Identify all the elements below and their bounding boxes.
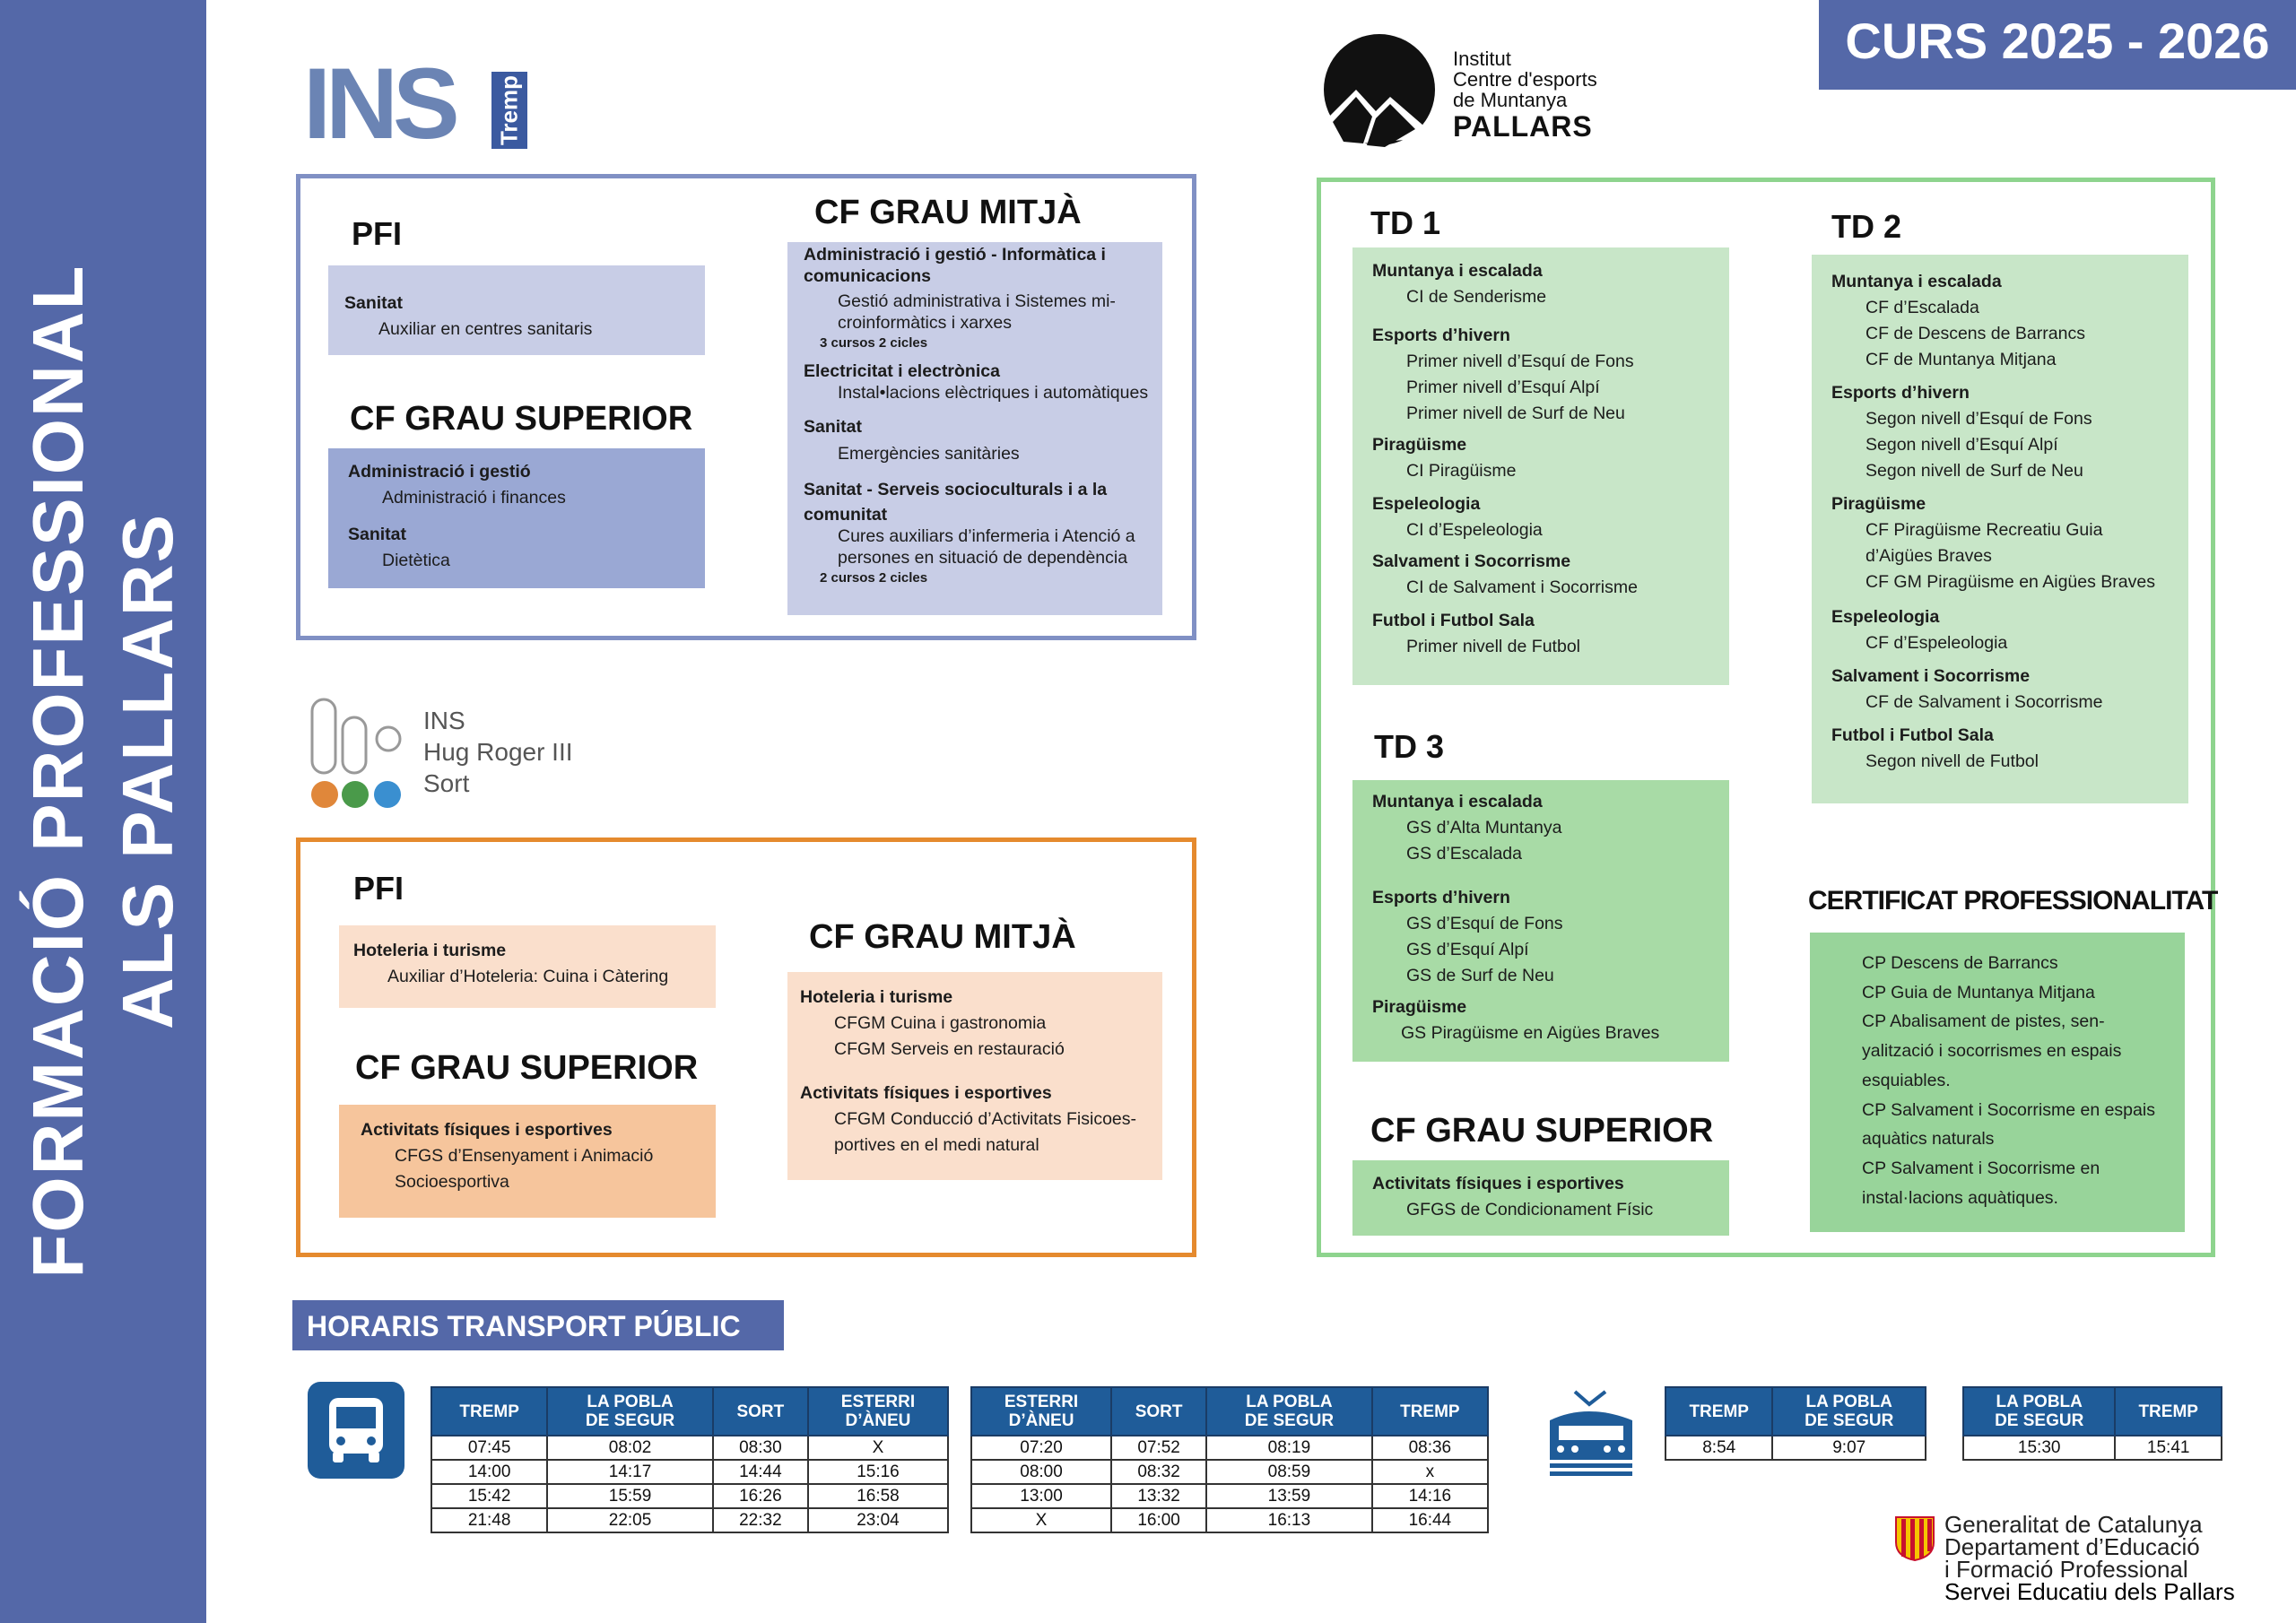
sort-mitja-cat2: Activitats físiques i esportives — [800, 1083, 1052, 1103]
td1-box — [1352, 247, 1729, 685]
timetable-header-line: TREMP — [1400, 1402, 1460, 1421]
td1-cat4: Espeleologia — [1372, 494, 1481, 514]
sort-superior-item2: Socioesportiva — [395, 1172, 509, 1192]
timetable-header-line: LA POBLA — [1805, 1393, 1892, 1411]
sort-pfi-title: PFI — [353, 870, 404, 907]
hug-logo-line3: Sort — [423, 769, 470, 797]
ins-tremp-logo-side: Tremp — [495, 74, 523, 146]
td2-item: CF de Salvament i Socorrisme — [1866, 692, 2103, 712]
hug-roger-logo-text — [423, 705, 573, 799]
timetable-header-line: TREMP — [459, 1402, 519, 1421]
bus-back-table — [970, 1386, 1489, 1533]
td1-item: CI d’Espeleologia — [1406, 520, 1543, 540]
timetable-cell: 08:36 — [1372, 1436, 1488, 1460]
td2-cat2: Esports d’hivern — [1831, 383, 1970, 403]
timetable-row — [971, 1508, 1488, 1532]
sidebar-title — [13, 265, 193, 1279]
timetable-header-line: DE SEGUR — [1244, 1411, 1335, 1430]
sort-mitja-item2a: CFGM Conducció d’Activitats Fisicoes- — [834, 1109, 1137, 1129]
train-out-table — [1665, 1386, 1926, 1461]
hug-logo-line1: INS — [423, 707, 465, 734]
timetable-cell: 14:17 — [547, 1460, 713, 1484]
td2-box — [1812, 255, 2188, 803]
timetable-header-line: LA POBLA — [1246, 1393, 1333, 1411]
sort-superior-title: CF GRAU SUPERIOR — [355, 1049, 699, 1087]
certificat-line: aquàtics naturals — [1862, 1129, 1995, 1150]
timetable-cell: 15:41 — [2115, 1436, 2222, 1460]
timetable-cell: 8:54 — [1665, 1436, 1772, 1460]
certificat-line: instal·lacions aquàtiques. — [1862, 1187, 2058, 1208]
tremp-mitja-item4a: Cures auxiliars d’infermeria i Atenció a — [838, 526, 1135, 546]
td3-cat3: Piragüisme — [1372, 997, 1467, 1017]
td2-cat6: Futbol i Futbol Sala — [1831, 725, 1994, 745]
td2-cat4: Espeleologia — [1831, 607, 1940, 627]
mountain-logo-icon — [1322, 32, 1439, 149]
tremp-superior-item1: Administració i finances — [382, 488, 566, 508]
sidebar-title-line1: FORMACIÓ PROFESSIONAL — [18, 264, 98, 1279]
td3-box — [1352, 780, 1729, 1062]
sort-pfi-box — [339, 925, 716, 1008]
td2-item: d’Aigües Braves — [1866, 546, 1992, 566]
td1-cat2: Esports d’hivern — [1372, 325, 1510, 345]
timetable-header — [1963, 1387, 2115, 1436]
timetable-cell: x — [1372, 1460, 1488, 1484]
certificat-title: CERTIFICAT PROFESSIONALITAT — [1808, 886, 2218, 916]
td2-item: Segon nivell de Surf de Neu — [1866, 461, 2083, 481]
certificat-line: yalització i socorrismes en espais — [1862, 1041, 2122, 1062]
tremp-mitja-item2: Instal•lacions elèctriques i automàtiques — [838, 383, 1149, 403]
timetable-header-line: TREMP — [2138, 1402, 2198, 1421]
tremp-mitja-cat4b: comunitat — [804, 505, 888, 525]
timetable-cell: 08:00 — [971, 1460, 1111, 1484]
timetable-header-line: LA POBLA — [587, 1393, 674, 1411]
td1-item: Primer nivell d’Esquí Alpí — [1406, 378, 1600, 397]
timetable-cell: 13:00 — [971, 1484, 1111, 1508]
course-banner: CURS 2025 - 2026 — [1819, 0, 2296, 90]
hug-logo-line2: Hug Roger III — [423, 738, 573, 766]
timetable-header-line: SORT — [1135, 1402, 1183, 1421]
senyera-icon — [1894, 1515, 1935, 1562]
timetable-header-line: TREMP — [1689, 1402, 1749, 1421]
timetable-cell: 22:05 — [547, 1508, 713, 1532]
timetable-row — [1963, 1436, 2222, 1460]
sort-mitja-cat1: Hoteleria i turisme — [800, 987, 953, 1007]
ins-tremp-logo-tag — [491, 72, 527, 149]
td3-title: TD 3 — [1374, 728, 1445, 765]
generalitat-text — [1944, 1511, 2235, 1605]
tremp-mitja-cat1a: Administració i gestió - Informàtica i — [804, 245, 1106, 265]
tremp-mitja-cat1b: comunicacions — [804, 266, 931, 286]
bus-out-table — [430, 1386, 949, 1533]
timetable-header-line: ESTERRI — [1004, 1393, 1079, 1411]
timetable-cell: 07:20 — [971, 1436, 1111, 1460]
td2-item: Segon nivell d’Esquí Alpí — [1866, 435, 2058, 455]
hug-roger-logo — [305, 696, 574, 812]
sort-mitja-title: CF GRAU MITJÀ — [809, 918, 1076, 956]
timetable-header — [2115, 1387, 2222, 1436]
td3-item: GS d’Escalada — [1406, 844, 1522, 864]
timetable-cell: 08:59 — [1206, 1460, 1372, 1484]
timetable-header — [431, 1387, 547, 1436]
timetable-header-line: D’ÀNEU — [1008, 1411, 1074, 1430]
timetable-cell: 13:59 — [1206, 1484, 1372, 1508]
td2-item: CF de Muntanya Mitjana — [1866, 350, 2057, 369]
td2-item: CF d’Escalada — [1866, 298, 1979, 317]
timetable-row — [971, 1484, 1488, 1508]
td1-title: TD 1 — [1370, 204, 1441, 241]
tremp-mitja-cat4a: Sanitat - Serveis socioculturals i a la — [804, 480, 1108, 499]
td3-cat2: Esports d’hivern — [1372, 888, 1510, 907]
td3-item: GS d’Alta Muntanya — [1406, 818, 1562, 838]
timetable-cell: X — [971, 1508, 1111, 1532]
timetable-header — [713, 1387, 808, 1436]
timetable-cell: 15:16 — [808, 1460, 948, 1484]
certificat-line: CP Salvament i Socorrisme en — [1862, 1158, 2100, 1178]
timetable-header — [1206, 1387, 1372, 1436]
timetable-row — [431, 1460, 948, 1484]
certificat-box — [1810, 933, 2185, 1232]
timetable-cell: 16:26 — [713, 1484, 808, 1508]
pallars-logo-line2: Centre d'esports — [1453, 68, 1597, 91]
tremp-mitja-note4: 2 cursos 2 cicles — [820, 570, 928, 586]
tremp-mitja-item1b: croinformàtics i xarxes — [838, 313, 1012, 333]
train-back-table — [1962, 1386, 2222, 1461]
timetable-cell: 08:32 — [1111, 1460, 1206, 1484]
td3-item: GS de Surf de Neu — [1406, 966, 1554, 985]
certificat-line: CP Salvament i Socorrisme en espais — [1862, 1099, 2155, 1120]
timetable-header — [1772, 1387, 1926, 1436]
generalitat-logo — [1894, 1512, 2289, 1610]
tremp-mitja-item1a: Gestió administrativa i Sistemes mi- — [838, 291, 1116, 311]
timetable-cell: 14:44 — [713, 1460, 808, 1484]
tremp-superior-item2: Dietètica — [382, 551, 450, 570]
td3-cat1: Muntanya i escalada — [1372, 792, 1543, 812]
tremp-superior-cat1: Administració i gestió — [348, 462, 531, 482]
pallars-logo — [1322, 32, 1618, 149]
ins-tremp-logo-text: INS — [303, 48, 455, 160]
timetable-cell: 15:59 — [547, 1484, 713, 1508]
tremp-mitja-item3: Emergències sanitàries — [838, 444, 1020, 464]
timetable-cell: 13:32 — [1111, 1484, 1206, 1508]
timetable-header — [1665, 1387, 1772, 1436]
timetable-cell: 08:30 — [713, 1436, 808, 1460]
timetable-header — [547, 1387, 713, 1436]
td3-item: GS d’Esquí de Fons — [1406, 914, 1563, 933]
sort-pfi-item: Auxiliar d’Hoteleria: Cuina i Càtering — [387, 967, 669, 986]
train-icon — [1543, 1381, 1638, 1481]
timetable-row — [431, 1484, 948, 1508]
timetable-row — [431, 1436, 948, 1460]
timetable-cell: 16:58 — [808, 1484, 948, 1508]
td2-title: TD 2 — [1831, 208, 1902, 245]
tremp-mitja-note1: 3 cursos 2 cicles — [820, 335, 928, 351]
tremp-mitja-cat2: Electricitat i electrònica — [804, 361, 1000, 381]
pallars-logo-name: PALLARS — [1453, 110, 1593, 143]
sort-pfi-cat: Hoteleria i turisme — [353, 941, 507, 960]
timetable-row — [971, 1436, 1488, 1460]
td2-item: CF GM Piragüisme en Aigües Braves — [1866, 572, 2155, 592]
sort-mitja-item1b: CFGM Serveis en restauració — [834, 1039, 1065, 1059]
gencat-line4: Servei Educatiu dels Pallars — [1944, 1578, 2235, 1605]
pallars-logo-text — [1453, 48, 1597, 143]
sort-superior-cat: Activitats físiques i esportives — [361, 1120, 613, 1140]
td1-item: CI de Senderisme — [1406, 287, 1547, 307]
timetable-cell: 16:13 — [1206, 1508, 1372, 1532]
td2-item: Segon nivell d’Esquí de Fons — [1866, 409, 2092, 429]
timetable-cell: 22:32 — [713, 1508, 808, 1532]
timetable-header-line: DE SEGUR — [1805, 1411, 1894, 1430]
sort-mitja-item1a: CFGM Cuina i gastronomia — [834, 1013, 1047, 1033]
pallars-logo-line1: Institut — [1453, 48, 1511, 70]
td2-cat5: Salvament i Socorrisme — [1831, 666, 2031, 686]
pallars-superior-title: CF GRAU SUPERIOR — [1370, 1112, 1714, 1150]
tremp-pfi-title: PFI — [352, 215, 403, 252]
tremp-pfi-cat: Sanitat — [344, 293, 404, 313]
bus-icon — [308, 1382, 404, 1479]
tremp-mitja-title: CF GRAU MITJÀ — [814, 194, 1082, 231]
td1-item: Primer nivell de Futbol — [1406, 637, 1580, 656]
td1-cat1: Muntanya i escalada — [1372, 261, 1543, 281]
certificat-line: CP Abalisament de pistes, sen- — [1862, 1011, 2105, 1032]
td2-item: CF d’Espeleologia — [1866, 633, 2008, 653]
timetable-cell: 9:07 — [1772, 1436, 1926, 1460]
certificat-line: esquiables. — [1862, 1070, 1951, 1090]
tremp-pfi-box — [328, 265, 705, 355]
pallars-superior-cat: Activitats físiques i esportives — [1372, 1174, 1624, 1193]
ins-tremp-logo — [303, 48, 527, 160]
certificat-line: CP Descens de Barrancs — [1862, 953, 2058, 973]
timetable-cell: 14:16 — [1372, 1484, 1488, 1508]
tremp-superior-title: CF GRAU SUPERIOR — [350, 400, 693, 438]
td1-item: CI de Salvament i Socorrisme — [1406, 577, 1638, 597]
gencat-line3: i Formació Professional — [1944, 1556, 2188, 1583]
timetable-cell: 07:52 — [1111, 1436, 1206, 1460]
tremp-mitja-box — [787, 242, 1162, 615]
timetable-header — [808, 1387, 948, 1436]
tremp-mitja-cat3: Sanitat — [804, 417, 863, 437]
tremp-mitja-item4b: persones en situació de dependència — [838, 548, 1128, 568]
pallars-superior-item: GFGS de Condicionament Físic — [1406, 1200, 1654, 1219]
td2-cat3: Piragüisme — [1831, 494, 1926, 514]
sidebar — [0, 0, 206, 1623]
timetable-cell: 14:00 — [431, 1460, 547, 1484]
timetable-header-line: DE SEGUR — [1995, 1411, 2084, 1430]
timetable-cell: 15:42 — [431, 1484, 547, 1508]
timetable-header-line: LA POBLA — [1996, 1393, 2083, 1411]
timetable-header-line: DE SEGUR — [585, 1411, 675, 1430]
timetable-header-line: ESTERRI — [840, 1393, 916, 1411]
td2-item: CF de Descens de Barrancs — [1866, 324, 2085, 343]
tremp-pfi-item: Auxiliar en centres sanitaris — [378, 319, 593, 339]
tremp-superior-box — [328, 448, 705, 588]
timetable-cell: 16:00 — [1111, 1508, 1206, 1532]
timetable-cell: 08:02 — [547, 1436, 713, 1460]
timetable-header-line: SORT — [736, 1402, 785, 1421]
timetable-cell: X — [808, 1436, 948, 1460]
pallars-superior-box — [1352, 1160, 1729, 1236]
td2-item: CF Piragüisme Recreatiu Guia — [1866, 520, 2103, 540]
sort-mitja-item2b: portives en el medi natural — [834, 1135, 1039, 1155]
sort-mitja-box — [787, 972, 1162, 1180]
timetable-cell: 16:44 — [1372, 1508, 1488, 1532]
td1-item: Primer nivell d’Esquí de Fons — [1406, 352, 1634, 371]
timetable-cell: 15:30 — [1963, 1436, 2115, 1460]
timetable-cell: 08:19 — [1206, 1436, 1372, 1460]
timetable-cell: 21:48 — [431, 1508, 547, 1532]
td1-cat5: Salvament i Socorrisme — [1372, 551, 1571, 571]
timetable-header — [1111, 1387, 1206, 1436]
timetable-row — [431, 1508, 948, 1532]
timetable-header — [971, 1387, 1111, 1436]
timetable-cell: 23:04 — [808, 1508, 948, 1532]
transport-title: HORARIS TRANSPORT PÚBLIC — [292, 1300, 784, 1350]
hug-roger-logo-icon — [305, 696, 416, 812]
tremp-superior-cat2: Sanitat — [348, 525, 407, 544]
td3-item: GS d’Esquí Alpí — [1406, 940, 1529, 959]
sidebar-title-line2: ALS PALLARS — [108, 512, 187, 1030]
td1-item: CI Piragüisme — [1406, 461, 1517, 481]
timetable-row — [971, 1460, 1488, 1484]
timetable-header — [1372, 1387, 1488, 1436]
td1-cat3: Piragüisme — [1372, 435, 1467, 455]
td1-cat6: Futbol i Futbol Sala — [1372, 611, 1535, 630]
gencat-line2: Departament d’Educació — [1944, 1533, 2200, 1560]
td1-item: Primer nivell de Surf de Neu — [1406, 404, 1625, 423]
td2-cat1: Muntanya i escalada — [1831, 272, 2002, 291]
timetable-cell: 07:45 — [431, 1436, 547, 1460]
td2-item: Segon nivell de Futbol — [1866, 751, 2039, 771]
td3-item: GS Piragüisme en Aigües Braves — [1401, 1023, 1660, 1043]
timetable-header-line: D’ÀNEU — [845, 1411, 911, 1430]
certificat-line: CP Guia de Muntanya Mitjana — [1862, 982, 2095, 1002]
sort-superior-item1: CFGS d’Ensenyament i Animació — [395, 1146, 654, 1166]
pallars-logo-line3: de Muntanya — [1453, 89, 1568, 111]
timetable-row — [1665, 1436, 1926, 1460]
gencat-line1: Generalitat de Catalunya — [1944, 1511, 2203, 1538]
sort-superior-box — [339, 1105, 716, 1218]
